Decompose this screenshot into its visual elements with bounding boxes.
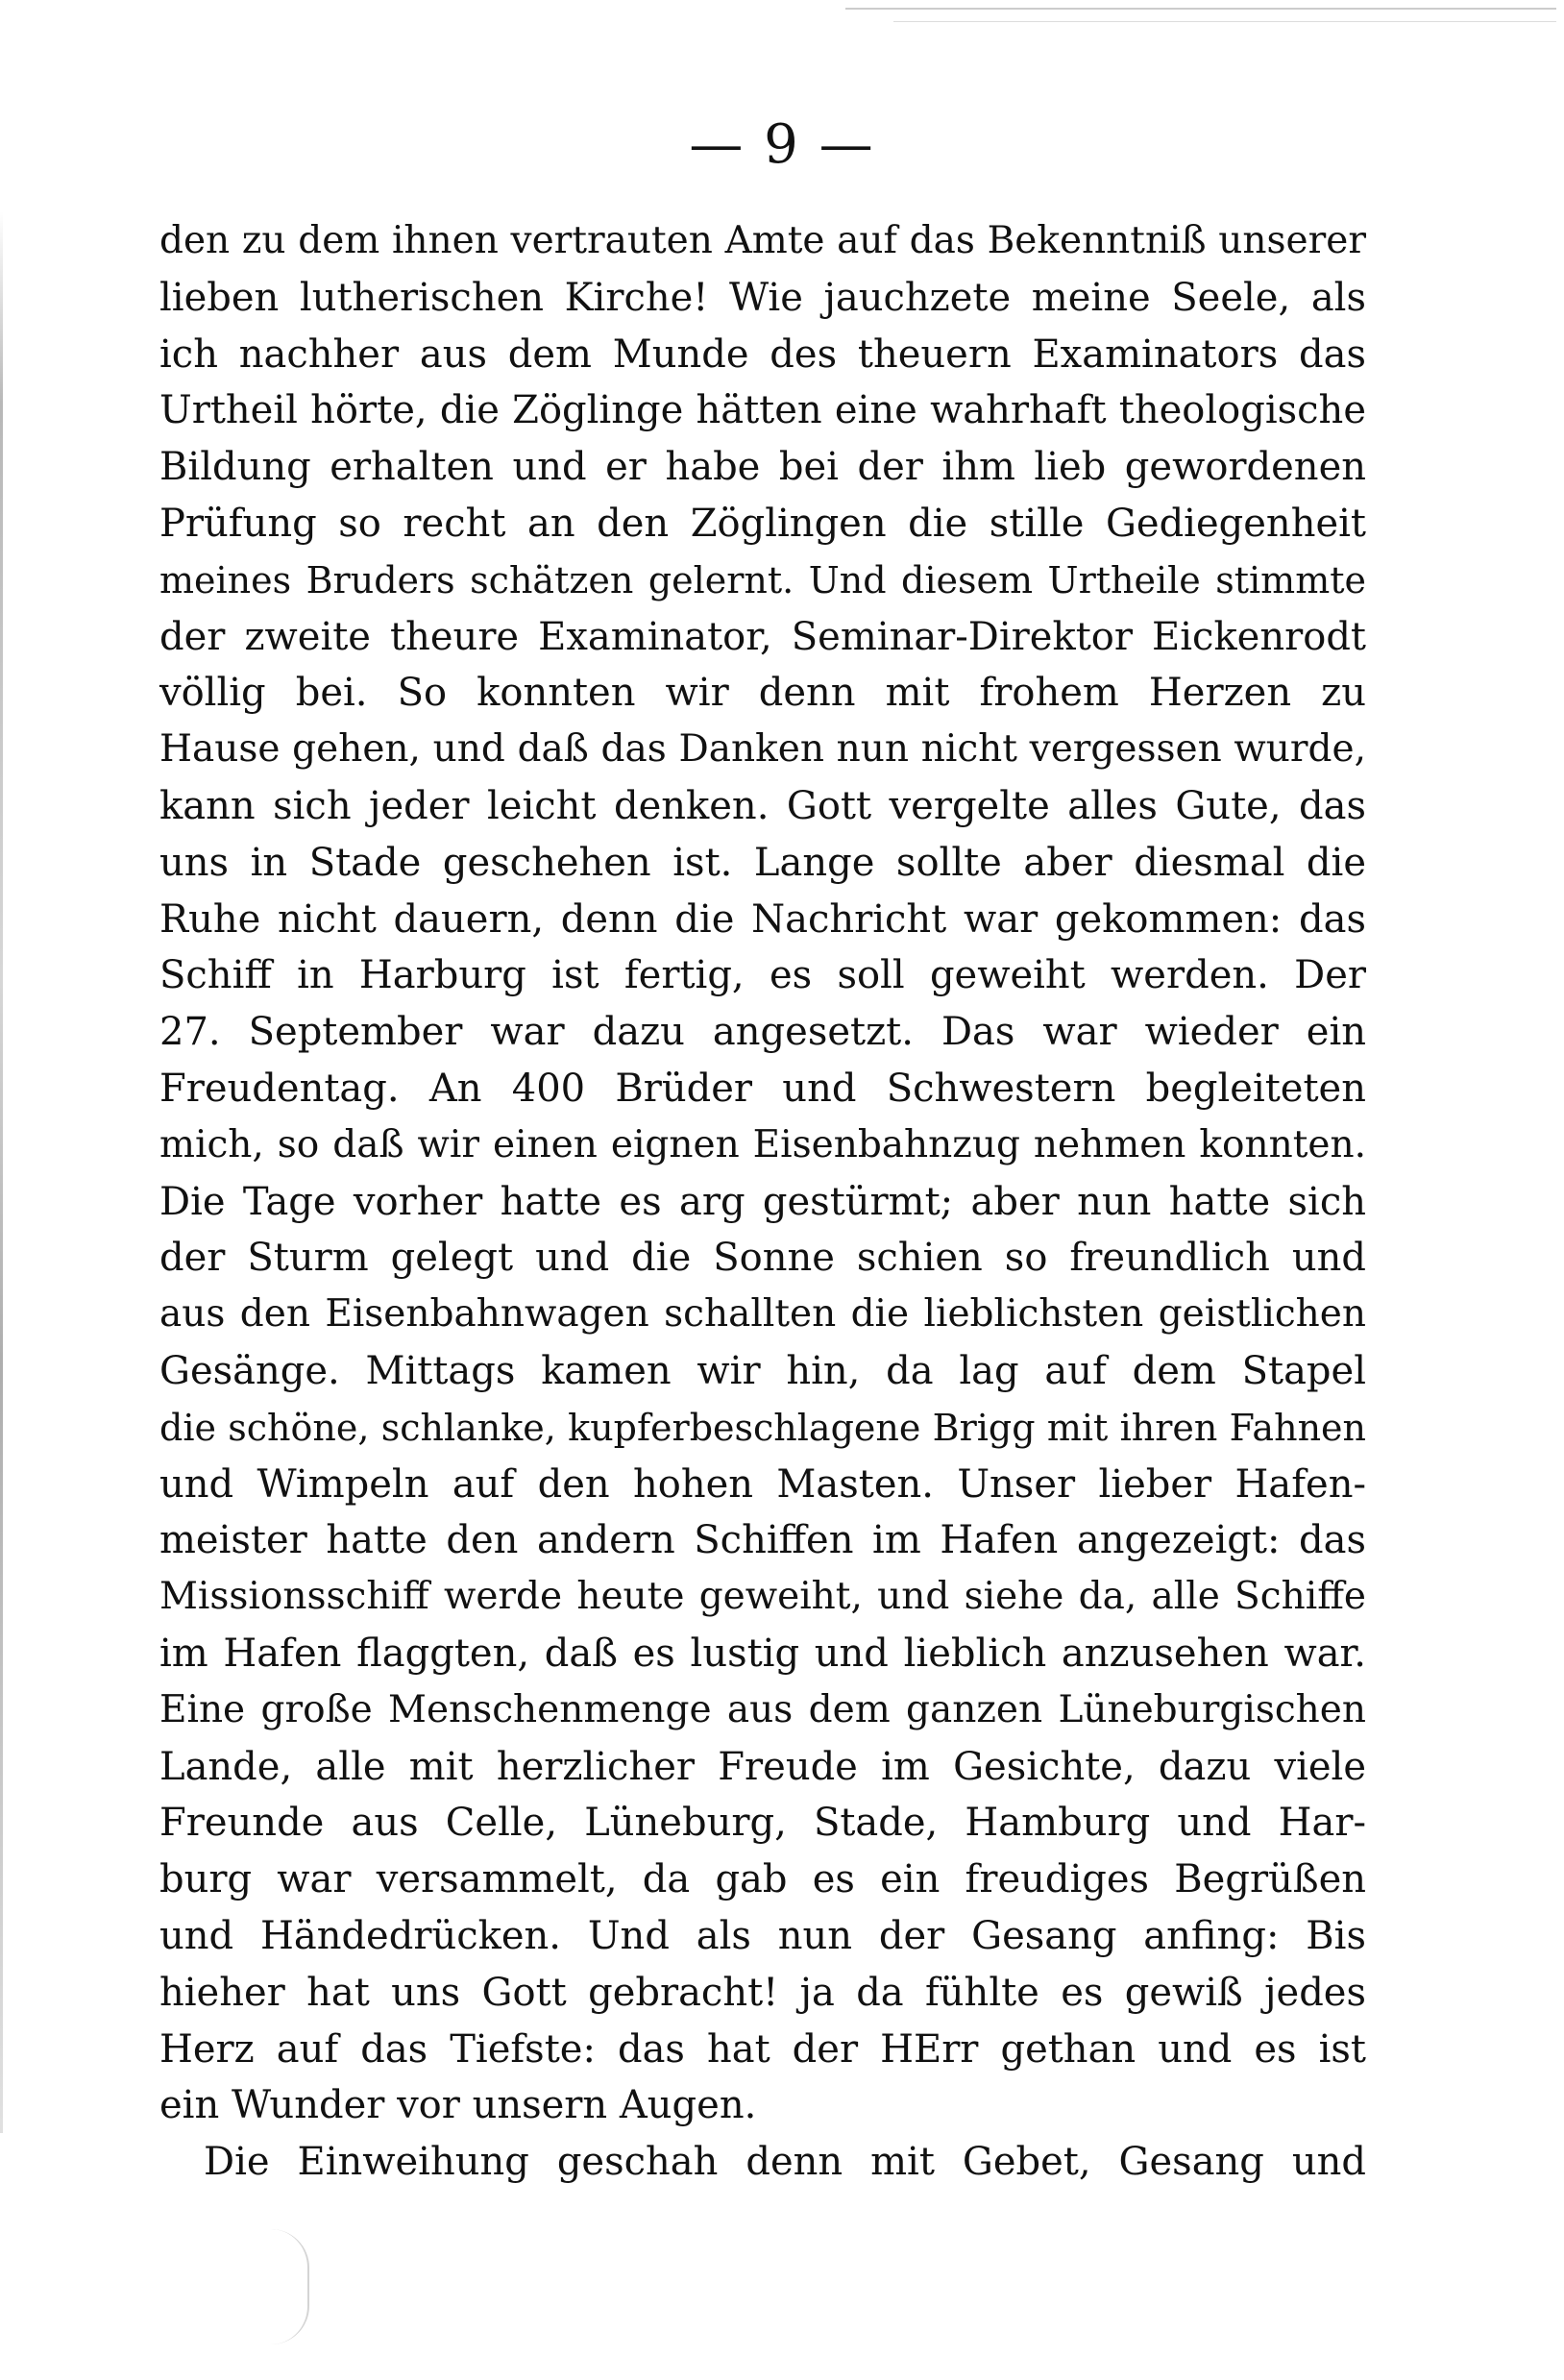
text-line: burg war versammelt, da gab es ein freudiges Begrüßen <box>159 1857 1366 1902</box>
text-line: Freudentag. An 400 Brüder und Schwestern begleiteten <box>159 1066 1366 1111</box>
text-line: Schiff in Harburg ist fertig, es soll geweiht werden. Der <box>159 953 1366 998</box>
text-line: Urtheil hörte, die Zöglinge hätten eine wahrhaft theologische <box>159 388 1366 433</box>
text-line: Eine große Menschenmenge aus dem ganzen Lüneburgischen <box>159 1687 1366 1731</box>
body-text <box>159 213 1366 2191</box>
text-line: der zweite theure Examinator, Seminar-Direktor Eickenrodt <box>159 614 1366 659</box>
scan-edge-line-secondary <box>893 21 1556 22</box>
text-line: 27. September war dazu angesetzt. Das war wieder ein <box>159 1010 1366 1055</box>
text-line: ich nachher aus dem Munde des theuern Examinators das <box>159 331 1366 377</box>
text-line: Die Tage vorher hatte es arg gestürmt; aber nun hatte sich <box>159 1179 1366 1224</box>
text-line: Prüfung so recht an den Zöglingen die stille Gediegenheit <box>159 501 1366 546</box>
text-line: Bildung erhalten und er habe bei der ihm lieb gewordenen <box>159 445 1366 490</box>
text-line: völlig bei. So konnten wir denn mit frohem Herzen zu <box>159 671 1366 716</box>
text-line-paragraph-start: Die Einweihung geschah denn mit Gebet, Gesang und <box>204 2140 1366 2185</box>
text-line: den zu dem ihnen vertrauten Amte auf das Bekenntniß unserer <box>159 219 1366 262</box>
text-line: im Hafen flaggten, daß es lustig und lieblich anzusehen war. <box>159 1631 1366 1676</box>
page-left-edge <box>0 211 3 2133</box>
text-line-paragraph-end: ein Wunder vor unsern Augen. <box>159 2083 757 2128</box>
text-line: lieben lutherischen Kirche! Wie jauchzete meine Seele, als <box>159 275 1366 320</box>
page-number: — 9 — <box>689 113 875 176</box>
text-line: der Sturm gelegt und die Sonne schien so freundlich und <box>159 1236 1366 1281</box>
text-line: Freunde aus Celle, Lüneburg, Stade, Hamburg und Har- <box>159 1801 1366 1846</box>
scan-artifact-mark <box>269 2229 309 2344</box>
text-line: mich, so daß wir einen eignen Eisenbahnzug nehmen konnten. <box>159 1122 1366 1166</box>
text-line: meister hatte den andern Schiffen im Hafen angezeigt: das <box>159 1518 1366 1563</box>
text-line: Ruhe nicht dauern, denn die Nachricht war gekommen: das <box>159 896 1366 942</box>
text-line: und Händedrücken. Und als nun der Gesang anfing: Bis <box>159 1913 1366 1958</box>
text-line: Missionsschiff werde heute geweiht, und siehe da, alle Schiffe <box>159 1575 1366 1619</box>
text-line: kann sich jeder leicht denken. Gott vergelte alles Gute, das <box>159 783 1366 828</box>
text-line: aus den Eisenbahnwagen schallten die lieblichsten geistlichen <box>159 1292 1366 1337</box>
text-line: Herz auf das Tiefste: das hat der HErr gethan und es ist <box>159 2026 1366 2072</box>
scan-edge-line <box>845 8 1556 10</box>
text-line: die schöne, schlanke, kupferbeschlagene Brigg mit ihren Fahnen <box>159 1406 1366 1449</box>
text-line: und Wimpeln auf den hohen Masten. Unser lieber Hafen- <box>159 1461 1366 1507</box>
text-line: Gesänge. Mittags kamen wir hin, da lag auf dem Stapel <box>159 1348 1366 1393</box>
text-line: uns in Stade geschehen ist. Lange sollte aber diesmal die <box>159 840 1366 885</box>
text-line: meines Bruders schätzen gelernt. Und diesem Urtheile stimmte <box>159 558 1366 601</box>
text-line: Hause gehen, und daß das Danken nun nicht vergessen wurde, <box>159 727 1366 772</box>
text-line: hieher hat uns Gott gebracht! ja da fühlte es gewiß jedes <box>159 1970 1366 2015</box>
text-line: Lande, alle mit herzlicher Freude im Gesichte, dazu viele <box>159 1744 1366 1789</box>
